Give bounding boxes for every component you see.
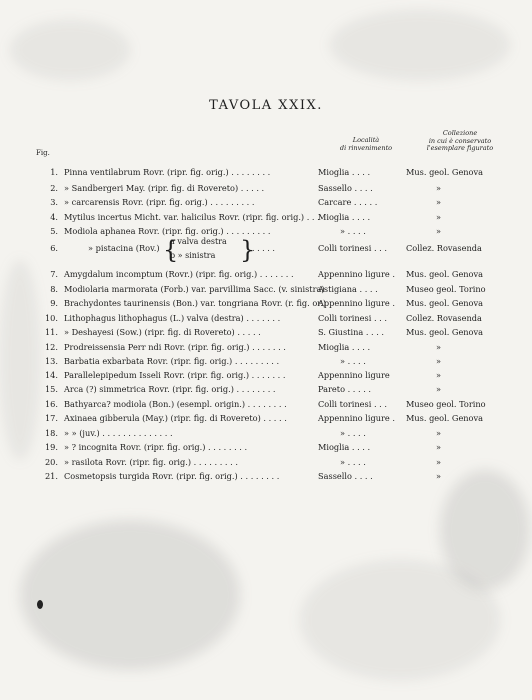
collection: Museo geol. Torino [406, 284, 486, 294]
figure-row [0, 412, 532, 425]
figure-row [0, 166, 532, 179]
collection: Collez. Rovasenda [406, 243, 482, 253]
locality: Mioglia . . . . [318, 212, 371, 222]
figure-row [0, 470, 532, 483]
collection-header [410, 130, 510, 153]
collection-header-line1: Collezione [442, 129, 478, 137]
locality: Mioglia . . . . [318, 167, 371, 177]
figure-row [0, 211, 532, 224]
fig-header: Fig. [36, 149, 50, 157]
locality: Colli torinesi . . . [318, 399, 387, 409]
left-brace: { [163, 236, 179, 264]
figure-row [0, 312, 532, 325]
figure-row [0, 355, 532, 368]
figure-number: 3. [50, 197, 58, 207]
locality: Mioglia . . . . [318, 442, 371, 452]
leader-dots: . . . . . [252, 244, 275, 253]
figure-number: 16. [44, 399, 58, 409]
figure-row [0, 326, 532, 339]
figure-row [0, 341, 532, 354]
species-name: » Sandbergeri May. (ripr. fig. di Rovereto) . . . . . [64, 183, 265, 193]
figure-number: 5. [50, 226, 58, 236]
collection: » [436, 384, 442, 394]
species-name: Arca (?) simmetrica Rovr. (ripr. fig. orig.) . . . . . . . . [64, 384, 276, 394]
figure-number: 18. [44, 428, 58, 438]
figure-row [0, 369, 532, 382]
subentry-b: b » sinistra [170, 251, 216, 260]
locality: S. Giustina . . . . [318, 327, 385, 337]
figure-row [0, 456, 532, 469]
species-name: Amygdalum incomptum (Rovr.) (ripr. fig. orig.) . . . . . . . [64, 269, 294, 279]
locality: Mioglia . . . . [318, 342, 371, 352]
collection: » [436, 356, 442, 366]
species-name: Mytilus incertus Micht. var. halicilus Rovr. (ripr. fig. orig.) . . . [64, 212, 320, 222]
collection: » [436, 442, 442, 452]
species-name: » Deshayesi (Sow.) (ripr. fig. di Rovereto) . . . . . [64, 327, 261, 337]
figure-row [0, 441, 532, 454]
subentry-a: a valva destra [170, 237, 227, 246]
species-name: Modiolaria marmorata (Forb.) var. parvillima Sacc. (v. sinistra) [64, 284, 325, 294]
collection-header-line2: in cui è conservato [428, 136, 492, 145]
locality: Carcare . . . . . [318, 197, 378, 207]
figure-row [0, 182, 532, 195]
collection: » [436, 197, 442, 207]
collection-header-line3: l'esemplare figurato [426, 144, 494, 152]
locality: Pareto . . . . . [318, 384, 372, 394]
collection: Mus. geol. Genova [406, 298, 483, 308]
species-name: » rasilota Rovr. (ripr. fig. orig.) . . . . . . . . . [64, 457, 238, 467]
species-name: Modiola aphanea Rovr. (ripr. fig. orig.) . . . . . . . . . [64, 226, 271, 236]
scan-stain [440, 470, 530, 590]
locality: » . . . . [340, 226, 366, 236]
figure-number: 10. [44, 313, 58, 323]
collection: Collez. Rovasenda [406, 313, 482, 323]
collection: » [436, 370, 442, 380]
collection: Museo geol. Torino [406, 399, 486, 409]
figure-number: 13. [44, 356, 58, 366]
species-name: Barbatia exbarbata Rovr. (ripr. fig. orig.) . . . . . . . . . [64, 356, 280, 366]
figure-number: 15. [44, 384, 58, 394]
figure-number: 17. [44, 413, 58, 423]
collection: » [436, 226, 442, 236]
figure-row [0, 236, 532, 264]
collection: » [436, 212, 442, 222]
collection: » [436, 183, 442, 193]
figure-row [0, 225, 532, 238]
species-name: » ? incognita Rovr. (ripr. fig. orig.) . . . . . . . . [64, 442, 248, 452]
figure-row [0, 268, 532, 281]
locality: Sassello . . . . [318, 183, 373, 193]
figure-row [0, 398, 532, 411]
collection: Mus. geol. Genova [406, 413, 483, 423]
page-title: TAVOLA XXIX. [209, 98, 323, 113]
collection: » [436, 457, 442, 467]
figure-row [0, 297, 532, 310]
figure-row [0, 383, 532, 396]
locality-header [326, 137, 406, 152]
ink-spot [37, 600, 43, 609]
figure-number: 20. [44, 457, 58, 467]
locality-header-line2: di rinvenimento [339, 143, 393, 152]
figure-number: 8. [50, 284, 58, 294]
collection: » [436, 471, 442, 481]
locality: » . . . . [340, 428, 366, 438]
species-name: Lithophagus lithophagus (L.) valva (destra) . . . . . . . [64, 313, 281, 323]
species-name: » » (juv.) . . . . . . . . . . . . . . [64, 428, 173, 438]
collection: » [436, 428, 442, 438]
figure-number: 1. [50, 167, 58, 177]
species-name: Axinaea gibberula (May.) (ripr. fig. di Rovereto) . . . . . [64, 413, 287, 423]
figure-row [0, 196, 532, 209]
locality: Sassello . . . . [318, 471, 373, 481]
collection: Mus. geol. Genova [406, 167, 483, 177]
collection: Mus. geol. Genova [406, 327, 483, 337]
figure-number: 11. [44, 327, 58, 337]
species-name: Pinna ventilabrum Rovr. (ripr. fig. orig.) . . . . . . . . [64, 167, 271, 177]
figure-number: 14. [44, 370, 58, 380]
figure-number: 19. [44, 442, 58, 452]
figure-number: 12. [44, 342, 58, 352]
locality: » . . . . [340, 457, 366, 467]
species-name: Bathyarca? modiola (Bon.) (esempl. origin.) . . . . . . . . [64, 399, 287, 409]
locality: Appennino ligure . [318, 413, 395, 423]
figure-number: 6. [50, 243, 58, 253]
right-brace: } [240, 236, 256, 264]
locality: Astigiana . . . . [318, 284, 378, 294]
locality-header-line1: Località [352, 136, 380, 144]
scan-stain [330, 10, 510, 80]
scan-stain [10, 20, 130, 80]
locality: Colli torinesi . . . [318, 243, 387, 253]
species-name: » carcarensis Rovr. (ripr. fig. orig.) . . . . . . . . . [64, 197, 255, 207]
species-name: » pistacina (Rov.) [88, 243, 160, 253]
figure-number: 2. [50, 183, 58, 193]
figure-row [0, 427, 532, 440]
species-name: Prodreissensia Perr ndi Rovr. (ripr. fig. orig.) . . . . . . . [64, 342, 286, 352]
figure-number: 9. [50, 298, 58, 308]
locality: Colli torinesi . . . [318, 313, 387, 323]
locality: Appennino ligure . [318, 298, 395, 308]
collection: Mus. geol. Genova [406, 269, 483, 279]
figure-number: 21. [44, 471, 58, 481]
locality: Appennino ligure [318, 370, 390, 380]
figure-row [0, 283, 532, 296]
scan-stain [20, 520, 240, 670]
locality: » . . . . [340, 356, 366, 366]
figure-number: 4. [50, 212, 58, 222]
collection: » [436, 342, 442, 352]
species-name: Cosmetopsis turgida Rovr. (ripr. fig. orig.) . . . . . . . . [64, 471, 280, 481]
figure-number: 7. [50, 269, 58, 279]
species-name: Parallelepipedum Isseli Rovr. (ripr. fig. orig.) . . . . . . . [64, 370, 286, 380]
species-name: Brachydontes taurinensis (Bon.) var. tongriana Rovr. (r. fig. or.) [64, 298, 327, 308]
locality: Appennino ligure . [318, 269, 395, 279]
